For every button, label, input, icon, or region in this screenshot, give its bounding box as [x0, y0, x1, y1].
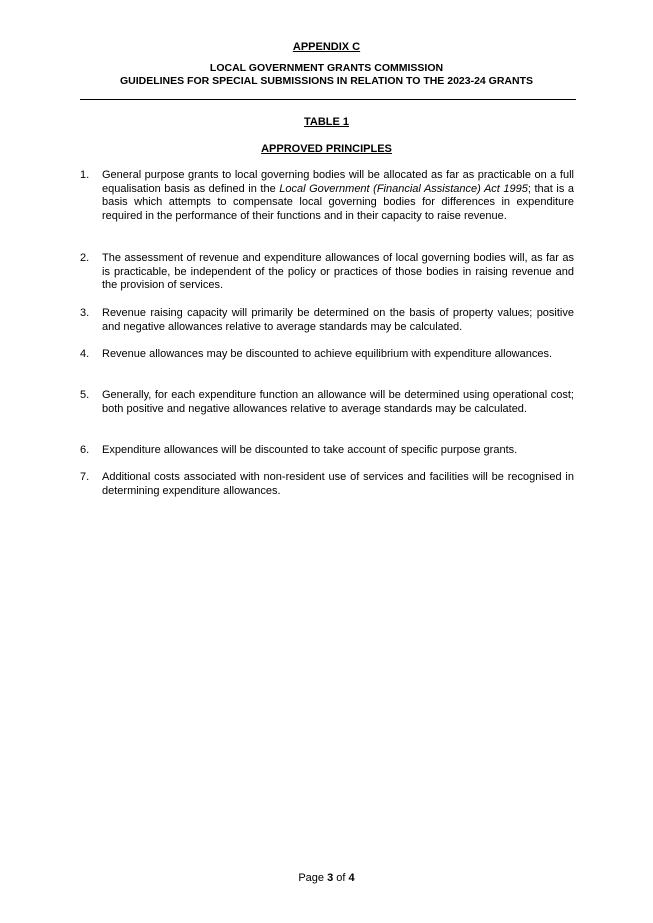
- item-text: Expenditure allowances will be discounted to take account of specific purpose grants.: [102, 444, 518, 456]
- current-page: 3: [327, 872, 334, 884]
- of-word: of: [336, 872, 346, 884]
- item-text: The assessment of revenue and expenditure allowances of local governing bodies will, as far as is practicable, be independent of the policy or practices of those bodies in raising revenue and the provision of services.: [102, 252, 574, 292]
- item-number: 5.: [80, 389, 90, 401]
- table-title: TABLE 1: [303, 116, 350, 128]
- appendix-heading: APPENDIX C: [292, 41, 361, 53]
- principles-title: APPROVED PRINCIPLES: [261, 143, 392, 155]
- item-text: Revenue allowances may be discounted to achieve equilibrium with expenditure allowances.: [102, 348, 553, 360]
- item-number: 6.: [80, 444, 90, 456]
- act-title: Local Government (Financial Assistance) Act 1995: [279, 182, 528, 195]
- item-text: Additional costs associated with non-resident use of services and facilities will be recognised in determining expenditure allowances.: [102, 471, 574, 497]
- page-word: Page: [298, 872, 325, 884]
- item-number: 1.: [80, 169, 90, 181]
- page-footer: [0, 872, 653, 884]
- item-number: 3.: [80, 307, 90, 319]
- item-number: 2.: [80, 252, 90, 264]
- commission-heading: LOCAL GOVERNMENT GRANTS COMMISSION: [209, 62, 444, 74]
- guidelines-heading: GUIDELINES FOR SPECIAL SUBMISSIONS IN RELATION TO THE 2023-24 GRANTS: [119, 75, 534, 87]
- item-number: 7.: [80, 471, 90, 483]
- item-text: Generally, for each expenditure function an allowance will be determined using operational cost; both positive and negative allowances relative to average standards may be calculated.: [102, 389, 574, 415]
- item-text-part: General purpose grants to local governing bodies will be allocated as far as practicable on a full equalisation basis as defined in the: [102, 169, 574, 195]
- total-pages: 4: [348, 872, 355, 884]
- item-text: Revenue raising capacity will primarily be determined on the basis of property values; positive and negative allowances relative to average standards may be calculated.: [102, 307, 574, 333]
- header-divider: [80, 99, 576, 100]
- item-text: [102, 169, 574, 223]
- item-text-part: ; that is a basis which attempts to compensate local governing bodies for differences in expenditure required in the performance of their functions and in their capacity to raise revenue.: [102, 182, 574, 222]
- item-number: 4.: [80, 348, 90, 360]
